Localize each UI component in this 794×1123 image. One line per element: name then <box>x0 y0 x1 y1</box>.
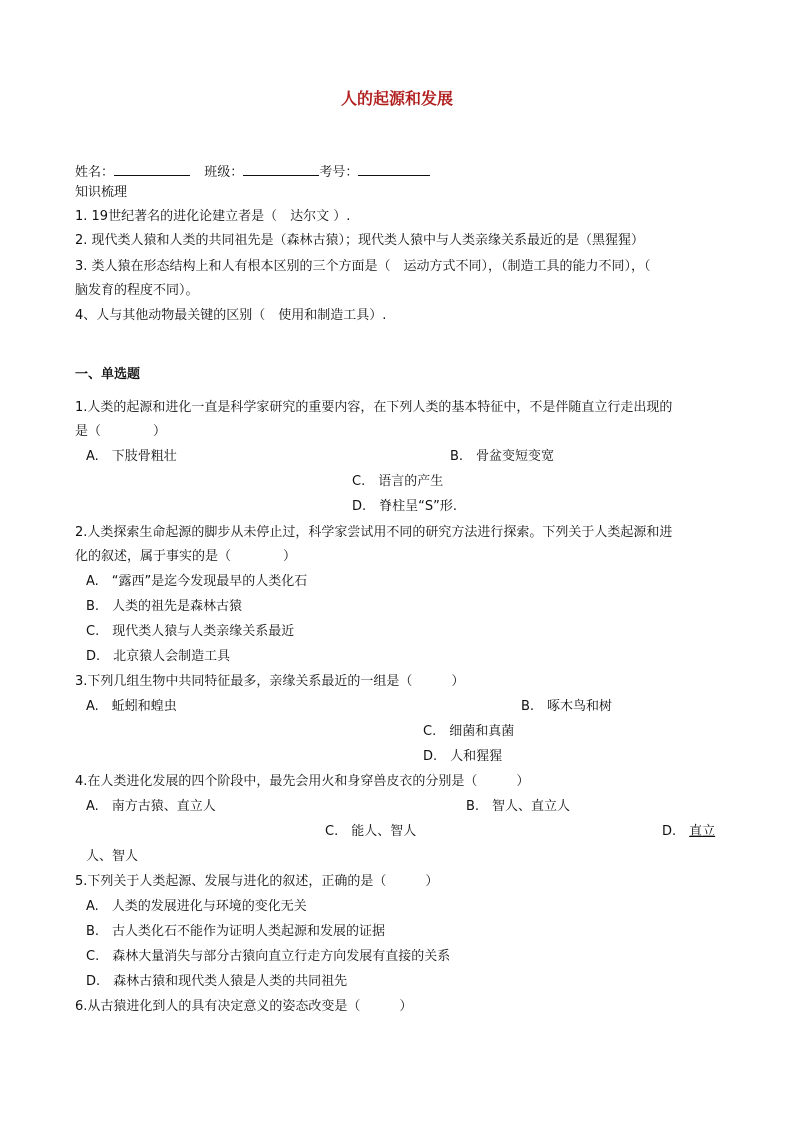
name-label: 姓名： <box>75 165 115 180</box>
question-stem: 6.从古猿进化到人的具有决定意义的姿态改变是（ ） <box>75 999 413 1014</box>
exam-no-label: 考号： <box>319 165 359 180</box>
question-stem: 化的叙述，属于事实的是（ ） <box>75 549 297 564</box>
section-heading: 一、单选题 <box>75 367 141 382</box>
option-d[interactable]: D. 人和猩猩 <box>423 749 503 764</box>
knowledge-item: 脑发育的程度不同）。 <box>75 283 199 298</box>
option-a[interactable]: A. 蚯蚓和蝗虫 <box>86 699 177 714</box>
option-c[interactable]: C. 森林大量消失与部分古猿向直立行走方向发展有直接的关系 <box>86 949 451 964</box>
question-stem: 1.人类的起源和进化一直是科学家研究的重要内容，在下列人类的基本特征中，不是伴随直立行走出现的 <box>75 400 673 415</box>
class-label: 班级： <box>204 165 244 180</box>
option-c[interactable]: C. 能人、智人 <box>325 824 417 839</box>
class-blank[interactable] <box>243 161 319 176</box>
knowledge-item: 2. 现代类人猿和人类的共同祖先是（森林古猿）；现代类人猿中与人类亲缘关系最近的是（黑猩猩） <box>75 233 645 248</box>
option-b[interactable]: B. 骨盆变短变宽 <box>450 449 555 464</box>
knowledge-item: 4、人与其他动物最关键的区别（ 使用和制造工具）. <box>75 308 387 323</box>
question-stem: 4.在人类进化发展的四个阶段中，最先会用火和身穿兽皮衣的分别是（ ） <box>75 774 530 789</box>
question-stem: 是（ ） <box>75 424 167 439</box>
student-info-line <box>75 161 430 182</box>
option-b[interactable]: B. 啄木鸟和树 <box>521 699 613 714</box>
exam-no-blank[interactable] <box>358 161 430 176</box>
option-a[interactable]: A. 南方古猿、直立人 <box>86 799 216 814</box>
knowledge-item: 1. 19世纪著名的进化论建立者是（ 达尔文 ）. <box>75 209 351 224</box>
option-d[interactable]: D. 森林古猿和现代类人猿是人类的共同祖先 <box>86 974 348 989</box>
option-a[interactable]: A. “露西”是迄今发现最早的人类化石 <box>86 574 308 589</box>
option-a[interactable]: A. 下肢骨粗壮 <box>86 449 177 464</box>
option-b[interactable]: B. 古人类化石不能作为证明人类起源和发展的证据 <box>86 924 386 939</box>
option-b[interactable]: B. 智人、直立人 <box>466 799 571 814</box>
option-c[interactable]: C. 现代类人猿与人类亲缘关系最近 <box>86 624 295 639</box>
option-d-label: D. <box>662 824 690 839</box>
option-d[interactable] <box>662 823 715 841</box>
page-title: 人的起源和发展 <box>340 89 453 108</box>
option-b[interactable]: B. 人类的祖先是森林古猿 <box>86 599 243 614</box>
option-c[interactable]: C. 语言的产生 <box>352 474 444 489</box>
option-d-text: 直立 <box>689 824 716 839</box>
option-d-continued: 人、智人 <box>86 849 139 864</box>
knowledge-heading: 知识梳理 <box>75 185 128 200</box>
option-d[interactable]: D. 脊柱呈“S”形. <box>352 499 457 514</box>
option-a[interactable]: A. 人类的发展进化与环境的变化无关 <box>86 899 307 914</box>
option-d[interactable]: D. 北京猿人会制造工具 <box>86 649 231 664</box>
question-stem: 2.人类探索生命起源的脚步从未停止过，科学家尝试用不同的研究方法进行探索。下列关于人类起源和进 <box>75 525 673 540</box>
knowledge-item: 3. 类人猿在形态结构上和人有根本区别的三个方面是（ 运动方式不同），（制造工具的能力不同），（ <box>75 259 651 274</box>
option-c[interactable]: C. 细菌和真菌 <box>423 724 515 739</box>
name-blank[interactable] <box>114 161 190 176</box>
question-stem: 5.下列关于人类起源、发展与进化的叙述，正确的是（ ） <box>75 874 439 889</box>
question-stem: 3.下列几组生物中共同特征最多，亲缘关系最近的一组是（ ） <box>75 674 465 689</box>
